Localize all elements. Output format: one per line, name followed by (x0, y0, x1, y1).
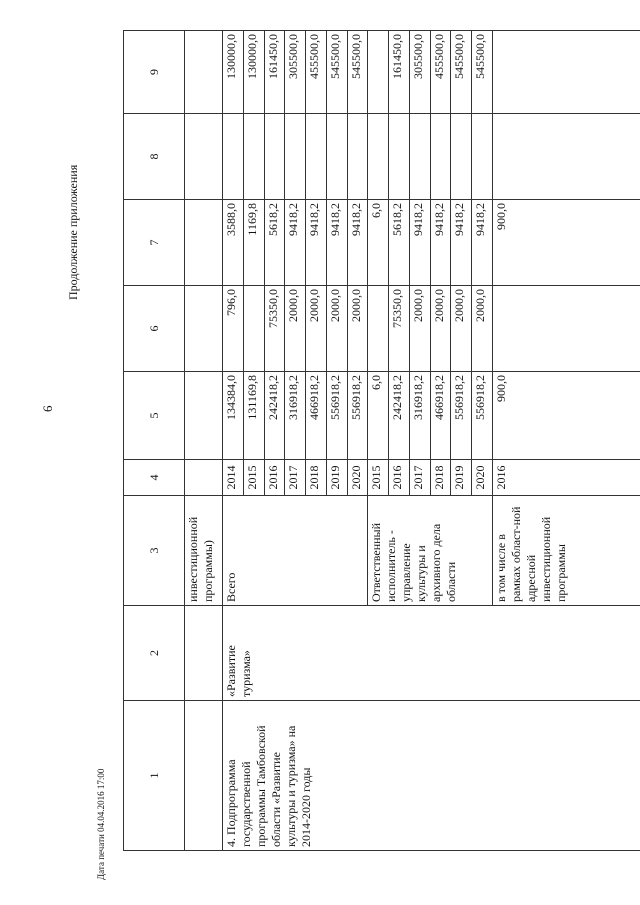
year-cell: 2017 (409, 460, 430, 496)
value-cell (368, 31, 389, 114)
value-cell: 5618,2 (389, 200, 410, 286)
value-cell (285, 114, 306, 200)
year-cell: 2019 (451, 460, 472, 496)
subprogram-cell: 4. Подпрограмма государственной программы Тамбовской области «Развитие культуры и туризма» на 2014-2020 годы (223, 701, 640, 851)
value-cell: 9418,2 (409, 200, 430, 286)
value-cell: 545500,0 (451, 31, 472, 114)
value-cell: 2000,0 (347, 286, 368, 372)
value-cell (264, 114, 285, 200)
value-cell: 9418,2 (285, 200, 306, 286)
value-cell (368, 286, 389, 372)
value-cell: 161450,0 (389, 31, 410, 114)
value-cell: 9418,2 (326, 200, 347, 286)
invest-label-cell: в том числе в рамках област-ной адресной инвестиционной программы (493, 496, 640, 606)
year-cell: 2018 (306, 460, 327, 496)
value-cell (223, 114, 244, 200)
value-cell: 556918,2 (347, 372, 368, 460)
year-cell: 2017 (285, 460, 306, 496)
value-cell: 6,0 (368, 200, 389, 286)
value-cell: 305500,0 (409, 31, 430, 114)
value-cell: 2000,0 (409, 286, 430, 372)
value-cell: 466918,2 (306, 372, 327, 460)
value-cell: 545500,0 (347, 31, 368, 114)
budget-table (123, 30, 640, 851)
header-cell: 7 (124, 200, 185, 286)
table-cell (185, 606, 223, 701)
value-cell: 455500,0 (430, 31, 451, 114)
value-cell: 9418,2 (430, 200, 451, 286)
year-cell: 2020 (472, 460, 493, 496)
value-cell: 2000,0 (472, 286, 493, 372)
value-cell: 161450,0 (264, 31, 285, 114)
table-cell (185, 701, 223, 851)
value-cell (409, 114, 430, 200)
table-cell: инвестиционной программы) (185, 496, 223, 606)
value-cell (306, 114, 327, 200)
value-cell: 2000,0 (285, 286, 306, 372)
value-cell: 556918,2 (472, 372, 493, 460)
year-cell: 2015 (368, 460, 389, 496)
header-cell: 3 (124, 496, 185, 606)
table-wrapper (123, 31, 640, 851)
value-cell: 2000,0 (430, 286, 451, 372)
year-cell: 2016 (264, 460, 285, 496)
value-cell: 556918,2 (326, 372, 347, 460)
value-cell: 556918,2 (451, 372, 472, 460)
header-cell: 1 (124, 701, 185, 851)
value-cell (493, 114, 640, 200)
value-cell: 305500,0 (285, 31, 306, 114)
header-cell: 8 (124, 114, 185, 200)
page-number: 6 (40, 405, 55, 412)
value-cell (243, 286, 264, 372)
year-cell: 2016 (493, 460, 640, 496)
header-cell: 6 (124, 286, 185, 372)
value-cell (368, 114, 389, 200)
value-cell: 2000,0 (451, 286, 472, 372)
year-cell: 2015 (243, 460, 264, 496)
value-cell (493, 286, 640, 372)
total-label-cell: Всего (223, 496, 368, 606)
value-cell (451, 114, 472, 200)
value-cell (389, 114, 410, 200)
value-cell: 466918,2 (430, 372, 451, 460)
value-cell: 242418,2 (389, 372, 410, 460)
value-cell (347, 114, 368, 200)
value-cell: 900,0 (493, 200, 640, 286)
value-cell: 5618,2 (264, 200, 285, 286)
value-cell: 9418,2 (306, 200, 327, 286)
table-cell (185, 286, 223, 372)
table-cell (185, 460, 223, 496)
appendix-title: Продолжение приложения (66, 164, 80, 300)
year-cell: 2014 (223, 460, 244, 496)
value-cell: 130000,0 (223, 31, 244, 114)
value-cell: 900,0 (493, 372, 640, 460)
value-cell: 75350,0 (264, 286, 285, 372)
value-cell: 131169,8 (243, 372, 264, 460)
value-cell: 6,0 (368, 372, 389, 460)
header-row (124, 31, 185, 851)
header-cell: 2 (124, 606, 185, 701)
value-cell (326, 114, 347, 200)
header-cell: 4 (124, 460, 185, 496)
print-date: Дата печати 04.04.2016 17:00 (96, 768, 106, 880)
value-cell: 9418,2 (347, 200, 368, 286)
table-row (223, 31, 244, 851)
value-cell: 316918,2 (409, 372, 430, 460)
value-cell: 134384,0 (223, 372, 244, 460)
value-cell: 796,0 (223, 286, 244, 372)
value-cell: 545500,0 (326, 31, 347, 114)
value-cell: 545500,0 (472, 31, 493, 114)
value-cell: 9418,2 (451, 200, 472, 286)
year-cell: 2020 (347, 460, 368, 496)
value-cell: 75350,0 (389, 286, 410, 372)
value-cell (430, 114, 451, 200)
value-cell: 130000,0 (243, 31, 264, 114)
table-cell (185, 372, 223, 460)
year-cell: 2019 (326, 460, 347, 496)
header-cell: 9 (124, 31, 185, 114)
value-cell (472, 114, 493, 200)
value-cell: 2000,0 (326, 286, 347, 372)
table-cell (185, 31, 223, 114)
responsible-label-cell: Ответственный исполнитель - управление культуры и архивного дела области (368, 496, 493, 606)
table-cell (185, 114, 223, 200)
value-cell (493, 31, 640, 114)
value-cell: 242418,2 (264, 372, 285, 460)
year-cell: 2016 (389, 460, 410, 496)
table-cell (185, 200, 223, 286)
value-cell: 1169,8 (243, 200, 264, 286)
subprogram-name-cell: «Развитие туризма» (223, 606, 640, 701)
value-cell: 316918,2 (285, 372, 306, 460)
value-cell: 455500,0 (306, 31, 327, 114)
header-cell: 5 (124, 372, 185, 460)
value-cell: 2000,0 (306, 286, 327, 372)
table-row (185, 31, 223, 851)
value-cell (243, 114, 264, 200)
value-cell: 9418,2 (472, 200, 493, 286)
value-cell: 3588,0 (223, 200, 244, 286)
year-cell: 2018 (430, 460, 451, 496)
